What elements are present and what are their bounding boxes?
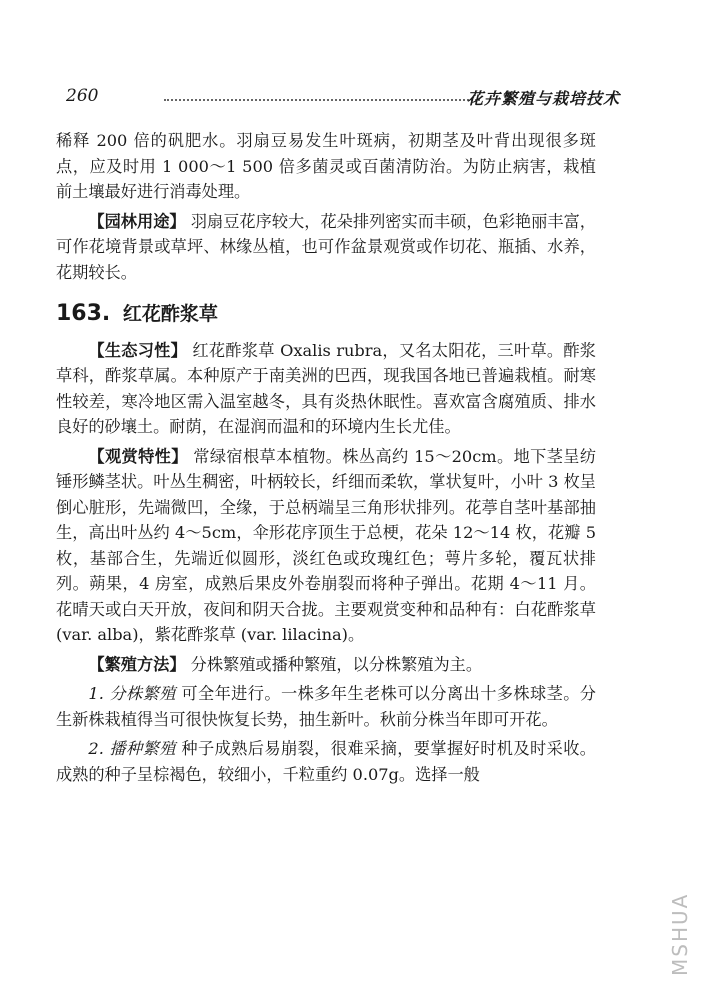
ornamental-label: 【观赏特性】 [88,446,188,466]
landscape-use-text: 羽扇豆花序较大，花朵排列密实而丰硕，色彩艳丽丰富，可作花境背景或草坪、林缘丛植，也可作盆景观赏或作切花、瓶插、水养，花期较长。 [56,211,596,282]
page-header [60,86,620,108]
paragraph-sowing [56,736,596,787]
division-label: 1. 分株繁殖 [88,684,176,703]
paragraph-ornamental [56,444,596,648]
paragraph-fertilizer-disease: 稀释 200 倍的矾肥水。羽扇豆易发生叶斑病，初期茎及叶背出现很多斑点，应及时用 1 000～1 500 倍多菌灵或百菌清防治。为防止病害，栽植前土壤最好进行消毒处理。 [56,131,596,201]
section-title: 红花酢浆草 [122,303,218,325]
paragraph-landscape-use [56,209,596,286]
ecology-text: 红花酢浆草 Oxalis rubra，又名太阳花，三叶草。酢浆草科，酢浆草属。本种原产于南美洲的巴西，现我国各地已普遍栽植。耐寒性较差，寒冷地区需入温室越冬，具有炎热休眠性。喜欢富含腐殖质、排水良好的砂壤土。耐荫，在湿润而温和的环境内生长尤佳。 [56,340,596,436]
section-heading [56,301,596,328]
sowing-text: 种子成熟后易崩裂，很难采摘，要掌握好时机及时采收。成熟的种子呈棕褐色，较细小，千粒重约 0.07g。选择一般 [56,739,596,784]
sowing-label: 2. 播种繁殖 [88,739,176,758]
propagation-text: 分株繁殖或播种繁殖，以分株繁殖为主。 [190,654,483,674]
paragraph-ecology [56,338,596,440]
ecology-label: 【生态习性】 [88,340,188,360]
paragraph-division [56,681,596,732]
header-dotted-rule [164,99,480,101]
running-title: 花卉繁殖与栽培技术 [466,89,620,108]
ornamental-text: 常绿宿根草本植物。株丛高约 15～20cm。地下茎呈纺锤形鳞茎状。叶丛生稠密，叶柄较长，纤细而柔软，掌状复叶，小叶 3 枚呈倒心脏形，先端微凹，全缘，于总柄端呈三角形状排列。花葶自茎叶基部抽生，高出叶丛约 4～5cm，伞形花序顶生于总梗，花朵 12～14 枚，花瓣 5 枚，基部合生，先端近似圆形，淡红色或玫瑰红色；萼片多轮，覆瓦状排列。蒴果，4 房室，成熟后果皮外卷崩裂而将种子弹出。花期 4～11 月。花晴天或白天开放，夜间和阴天合拢。主要观赏变种和品种有：白花酢浆草 (var. alba)，紫花酢浆草 (var. lilacina)。 [56,446,597,644]
section-number: 163. [56,301,111,326]
page-number: 260 [66,86,99,106]
propagation-label: 【繁殖方法】 [88,654,186,674]
landscape-use-label: 【园林用途】 [88,211,186,231]
page-body [56,128,596,791]
paragraph-propagation [56,652,596,678]
division-text: 可全年进行。一株多年生老株可以分离出十多株球茎。分生新株栽植得当可很快恢复长势，抽生新叶。秋前分株当年即可开花。 [56,684,596,729]
watermark: MSHUA [668,892,692,976]
